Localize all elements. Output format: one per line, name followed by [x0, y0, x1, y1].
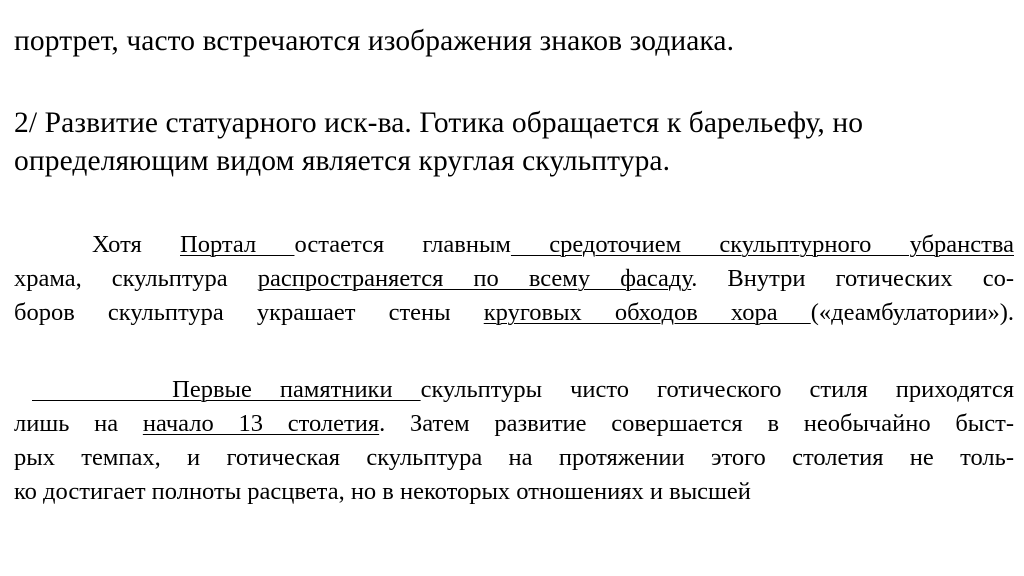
paragraph-portal-line2: храма, скульптура распространяется по всему фасаду. Внутри готических со- — [14, 265, 1014, 292]
paragraph-portal-line3: боров скульптура украшает стены круговых обходов хора («деамбулатории»). — [14, 299, 1014, 326]
paragraph-portal-line1: Хотя Портал остается главным средоточием скульптурного убранства — [92, 231, 1014, 258]
paragraph-portal — [14, 228, 1014, 330]
paragraph-statuary-line1: 2/ Развитие статуарного иск-ва. Готика обращается к барельефу, но — [14, 107, 864, 139]
paragraph-first-monuments-line1: Первые памятники скульптуры чисто готического стиля приходятся — [32, 376, 1014, 403]
underlined-13th-century: начало 13 столетия — [142, 410, 380, 437]
paragraph-first-monuments-line4: ко достигает полноты расцвета, но в некоторых отношениях и высшей — [14, 478, 751, 505]
underlined-portal: Портал — [180, 231, 295, 258]
paragraph-intro — [14, 22, 734, 60]
underlined-first-monuments: Первые памятники — [32, 376, 421, 403]
paragraph-first-monuments-line2: лишь на начало 13 столетия. Затем развитие совершается в необычайно быст- — [14, 410, 1014, 437]
paragraph-statuary-line2: определяющим видом является круглая скульптура. — [14, 145, 671, 177]
underlined-ambulatory: круговых обходов хора — [483, 299, 811, 326]
paragraph-first-monuments-line3: рых темпах, и готическая скульптура на протяжении этого столетия не толь- — [14, 444, 1014, 471]
paragraph-first-monuments — [14, 373, 1014, 509]
paragraph-statuary — [14, 104, 863, 180]
underlined-facade: распространяется по всему фасаду — [257, 265, 692, 292]
underlined-focus: средоточием скульптурного убранства — [510, 231, 1014, 258]
paragraph-intro-line1: портрет, часто встречаются изображения знаков зодиака. — [14, 25, 735, 57]
